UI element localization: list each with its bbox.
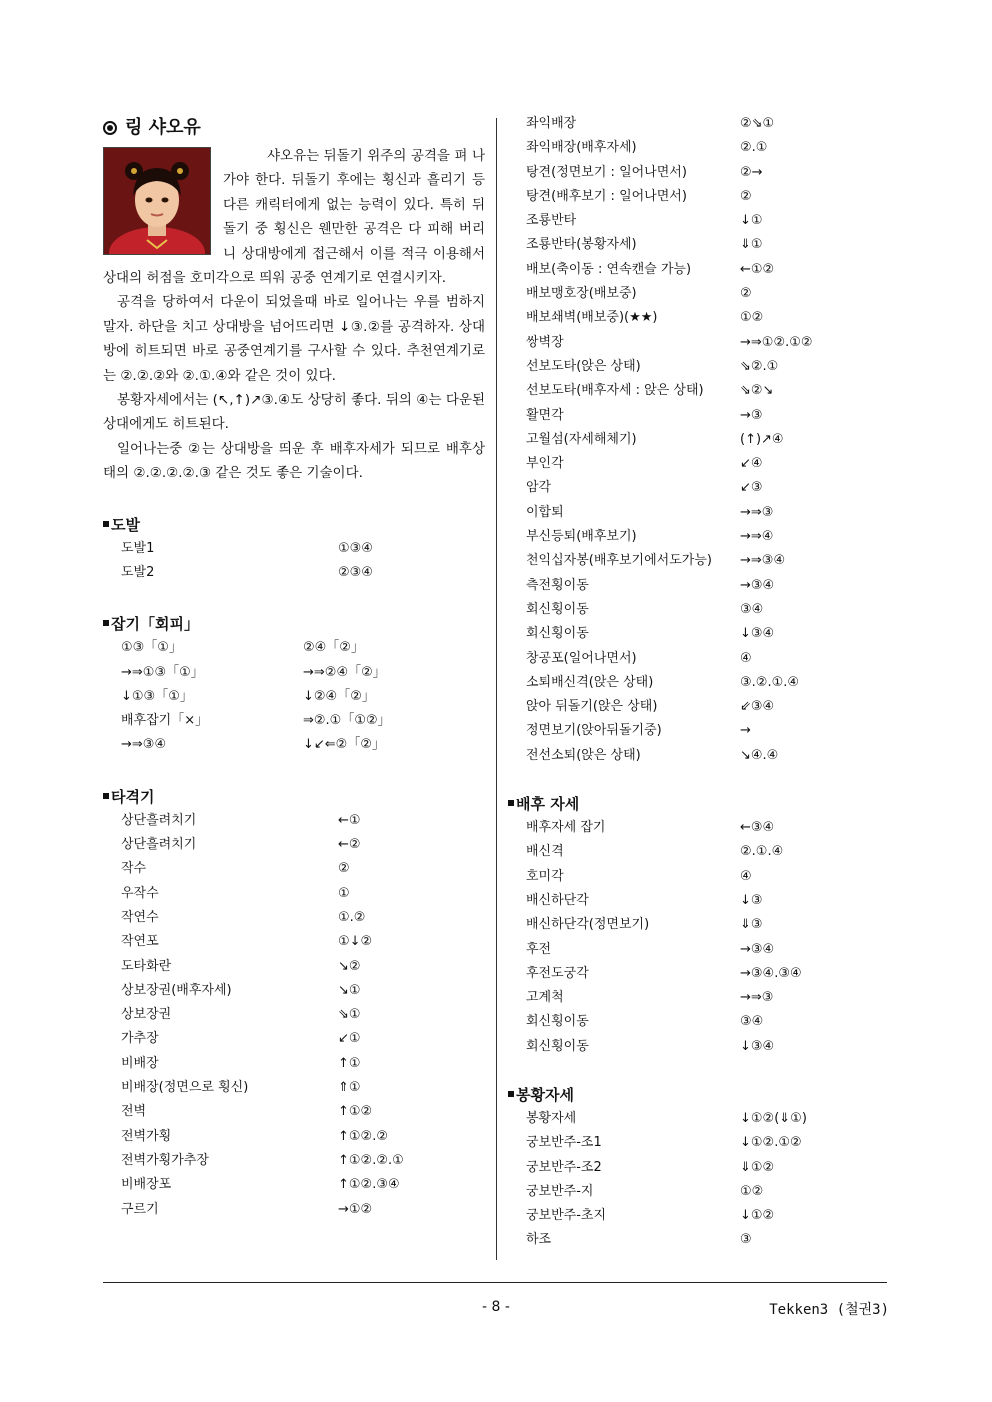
list-item: 궁보반주-초지 ↓①② [526, 1208, 775, 1224]
list-item: 정면보기(앉아뒤돌기중) → [526, 723, 751, 739]
list-item: 쌍벽장 →⇒①②.①② [526, 334, 813, 350]
portrait-image-icon [104, 148, 210, 254]
square-bullet-icon [103, 620, 109, 626]
list-item: 우작수 ① [121, 885, 350, 901]
intro-paragraph-3: 봉황자세에서는 (↖,↑)↗③.④도 상당히 좋다. 뒤의 ④는 다운된 상대에게도 히트된다. [103, 392, 485, 433]
list-item: 작수 ② [121, 861, 350, 877]
taunt-list [103, 537, 485, 586]
footer-title: Tekken3 (철권3) [769, 1302, 889, 1318]
list-item: 궁보반주-조2 ⇓①② [526, 1159, 775, 1175]
section-title-taunt: 도발 [103, 513, 485, 537]
list-item: 후전 →③④ [526, 941, 775, 957]
list-item: 창공포(일어나면서) ④ [526, 650, 752, 666]
list-item: 소퇴배신격(앉은 상태) ③.②.①.④ [526, 674, 800, 690]
strike-list [103, 809, 485, 1222]
list-item: ↓①③「①」 ↓②④「②」 [121, 688, 375, 704]
list-item: 작연수 ①.② [121, 909, 366, 925]
list-item: 선보도타(앉은 상태) ⇘②.① [526, 358, 779, 374]
list-item: →⇒①③「①」 →⇒②④「②」 [121, 664, 386, 680]
back-stance-list [508, 816, 908, 1059]
list-item: 회신횡이동 ③④ [526, 601, 764, 617]
list-item: 회신횡이동 ③④ [526, 1014, 764, 1030]
section-title-back-stance: 배후 자세 [508, 792, 908, 816]
list-item: 배보맹호장(배보중) ② [526, 286, 752, 302]
list-item: 도타화란 ↘② [121, 958, 361, 974]
section-title-phoenix: 봉황자세 [508, 1083, 908, 1107]
list-item: 탕견(정면보기 : 일어나면서) ②→ [526, 164, 763, 180]
square-bullet-icon [103, 793, 109, 799]
list-item: 궁보반주-지 ①② [526, 1183, 764, 1199]
list-item: 배신하단각(정면보기) ⇓③ [526, 917, 763, 933]
list-item: 좌익배장 ②⇘① [526, 116, 775, 131]
list-item: 비배장(정면으로 횡신) ⇑① [121, 1080, 361, 1096]
list-item: 좌익배장(배후자세) ②.① [526, 140, 768, 156]
intro-text [103, 144, 485, 486]
square-bullet-icon [508, 800, 514, 806]
list-item: 배보(축이동 : 연속캔슬 가능) ←①② [526, 261, 775, 277]
list-item: 궁보반주-조1 ↓①②.①② [526, 1135, 802, 1151]
grab-list [103, 636, 485, 757]
list-item: 봉황자세 ↓①②(⇓①) [526, 1110, 807, 1126]
intro-paragraph-4: 일어나는중 ②는 상대방을 띄운 후 배후자세가 되므로 배후상태의 ②.②.②.②.③ 같은 것도 좋은 기술이다. [103, 440, 485, 482]
list-item: 측전횡이동 →③④ [526, 577, 775, 593]
right-column [508, 112, 908, 1253]
list-item: 배신격 ②.①.④ [526, 844, 784, 860]
square-bullet-icon [508, 1091, 514, 1097]
column-divider [496, 118, 497, 1260]
list-item: 고월섬(자세해체기) (↑)↗④ [526, 431, 784, 447]
list-item: 전선소퇴(앉은 상태) ↘④.④ [526, 747, 779, 763]
list-item: 하조 ③ [526, 1232, 752, 1248]
list-item: 배후잡기「×」 ⇒②.①「①②」 [121, 713, 391, 729]
list-item: 비배장 ↑① [121, 1055, 361, 1071]
intro-paragraph-2: 공격을 당하여서 다운이 되었을때 바로 일어나는 우를 범하지 말자. 하단을 치고 상대방을 넘어뜨리면 ↓③.②를 공격하자. 상대방에 히트되면 바로 공중연계기를 구사할 수 있다. 추천연계기로는 ②.②.②와 ②.①.④와 같은 것이 있다. [103, 294, 485, 384]
section-title-strike: 타격기 [103, 785, 485, 809]
list-item: 탕견(배후보기 : 일어나면서) ② [526, 188, 752, 204]
list-item: 상보장권(배후자세) ↘① [121, 982, 361, 998]
list-item: 가추장 ↙① [121, 1031, 361, 1047]
page-number: - 8 - [482, 1299, 510, 1315]
list-item: 배후자세 잡기 ←③④ [526, 820, 775, 836]
circle-bullet-icon [103, 121, 117, 135]
list-item: 비배장포 ↑①②.③④ [121, 1177, 400, 1193]
list-item: 조룡반타(봉황자세) ⇓① [526, 237, 763, 253]
list-item: 이합퇴 →⇒③ [526, 504, 774, 520]
list-item: 상보장권 ⇘① [121, 1007, 361, 1023]
intro-paragraph-1: 샤오유는 뒤돌기 위주의 공격을 펴 나가야 한다. 뒤돌기 후에는 횡신과 흘리기 등 다른 캐릭터에게 없는 능력이 있다. 특히 뒤돌기 중 횡신은 웬만한 공격은 다 피해 버리니 상대방에게 접근해서 이를 적극 이용해서 상대의 허점을 호미각으로 띄워 공중 연계기로 연결시키자. [103, 148, 485, 287]
list-item: 조룡반타 ↓① [526, 213, 763, 229]
list-item: ①③「①」 ②④「②」 [121, 640, 364, 656]
footer-divider [103, 1282, 887, 1283]
list-item: 활면각 →③ [526, 407, 763, 423]
list-item: 호미각 ④ [526, 868, 752, 884]
list-item: 구르기 →①② [121, 1201, 373, 1217]
list-item: 고계척 →⇒③ [526, 990, 774, 1006]
list-item: 후전도궁각 →③④.③④ [526, 965, 802, 981]
list-item: 상단흘려치기 ←② [121, 837, 361, 853]
list-item: 암각 ↙③ [526, 480, 763, 496]
phoenix-list [508, 1107, 908, 1253]
list-item: 회신횡이동 ↓③④ [526, 626, 775, 642]
square-bullet-icon [103, 521, 109, 527]
list-item: 배신하단각 ↓③ [526, 892, 763, 908]
list-item: →⇒③④ ↓↙⇐②「②」 [121, 737, 385, 753]
list-item: 전벽 ↑①② [121, 1104, 373, 1120]
list-item: 배보쇄벽(배보중)(★★) ①② [526, 310, 764, 326]
list-item: 전벽가횡 ↑①②.② [121, 1128, 388, 1144]
list-item: 부신등퇴(배후보기) →⇒④ [526, 529, 774, 545]
list-item: 도발1 ①③④ [121, 540, 373, 556]
list-item: 선보도타(배후자세 : 앉은 상태) ⇘②↘ [526, 383, 774, 399]
character-heading [103, 112, 485, 144]
list-item: 작연포 ①↓② [121, 934, 373, 950]
strike-list-continued [508, 112, 908, 768]
list-item: 전벽가횡가추장 ↑①②.②.① [121, 1152, 404, 1168]
list-item: 앉아 뒤돌기(앉은 상태) ⇙③④ [526, 699, 775, 715]
section-title-grab: 잡기「회피」 [103, 612, 485, 636]
list-item: 천익십자봉(배후보기에서도가능) →⇒③④ [526, 553, 786, 569]
list-item: 회신횡이동 ↓③④ [526, 1038, 775, 1054]
character-portrait [103, 147, 211, 255]
left-column [103, 112, 485, 1222]
list-item: 도발2 ②③④ [121, 564, 373, 580]
list-item: 부인각 ↙④ [526, 456, 763, 472]
list-item: 상단흘려치기 ←① [121, 812, 361, 828]
character-name: 링 샤오유 [125, 117, 201, 138]
